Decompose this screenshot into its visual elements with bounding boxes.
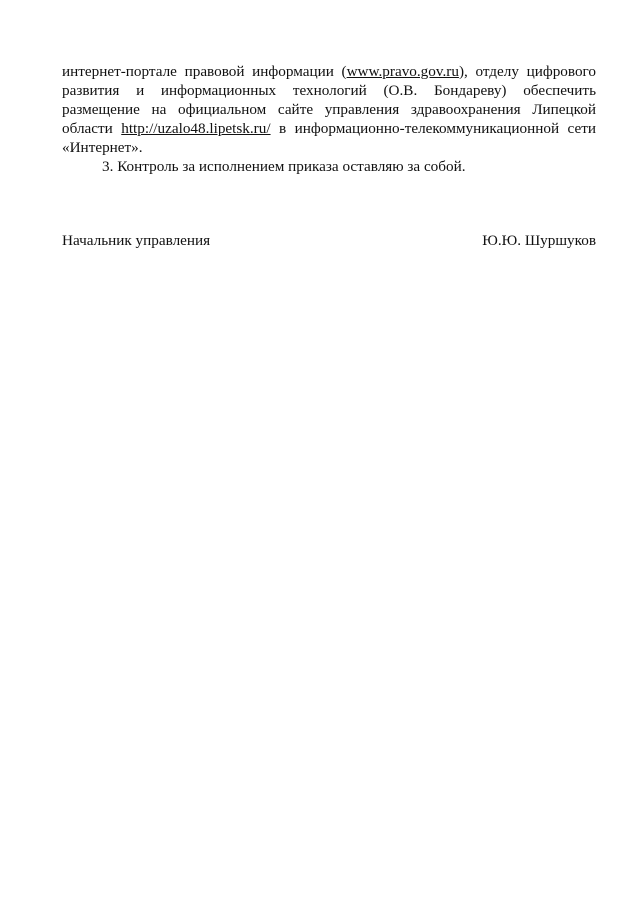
pravo-link[interactable]: www.pravo.gov.ru [346,63,459,80]
uzalo-link[interactable]: http://uzalo48.lipetsk.ru/ [121,120,271,137]
paragraph-continuation [62,62,596,157]
paragraph-text-part1: интернет-портале правовой информации ( [62,63,347,80]
signature-block [62,231,596,250]
signature-name: Ю.Ю. Шуршуков [482,232,596,249]
document-body [62,62,596,176]
paragraph-text-part3: в информационно-телекоммуникационной сети «Интернет». [62,120,596,156]
signature-position: Начальник управления [62,232,211,249]
paragraph-3: 3. Контроль за исполнением приказа оставляю за собой. [102,158,466,175]
paragraph-text-part2: ), отделу цифрового развития и информационных технологий (О.В. Бондареву) обеспечить размещение на официальном сайте управления здравоохранения Липецкой области [62,63,596,137]
